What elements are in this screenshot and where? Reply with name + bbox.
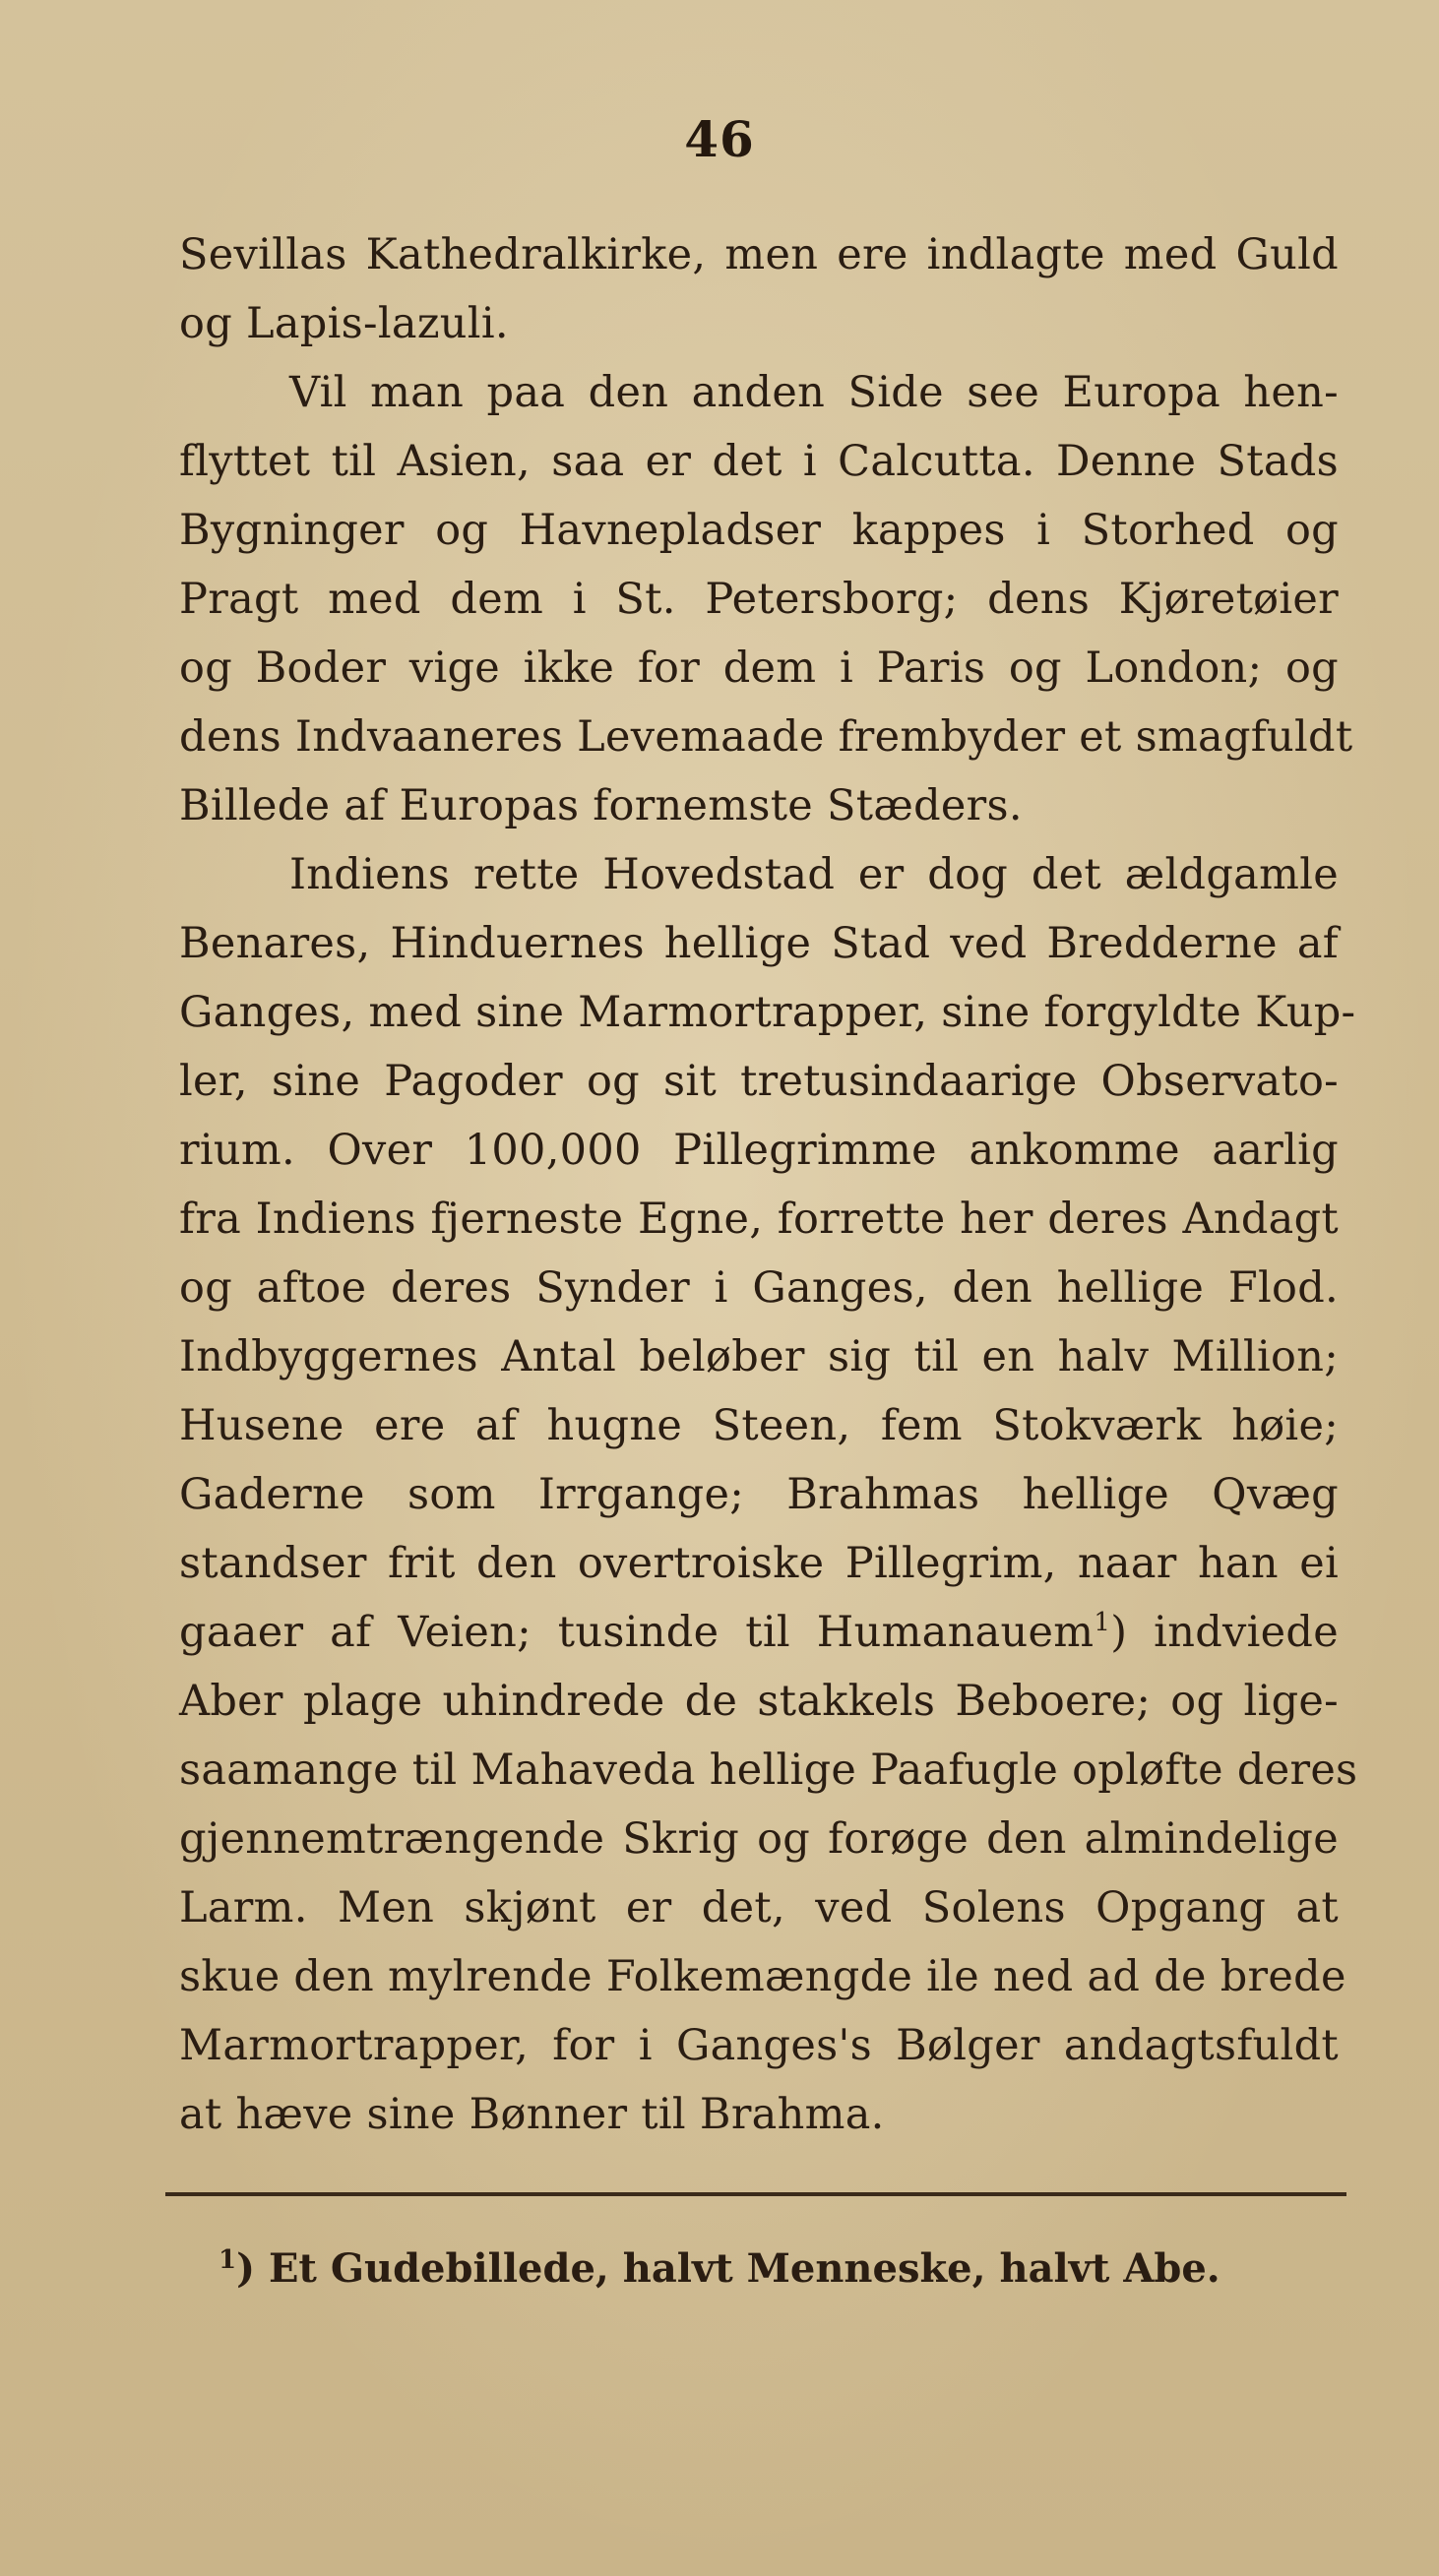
- text-line: [179, 1736, 1358, 1805]
- text-line: [179, 1873, 1339, 1942]
- text-line-content: Indbyggernes Antal beløber sig til en halv Million;: [179, 1332, 1339, 1381]
- text-line: [179, 1460, 1339, 1529]
- text-line: [179, 496, 1339, 565]
- text-line-content: Gaderne som Irrgange; Brahmas hellige Qvæg: [179, 1470, 1339, 1519]
- text-line: [179, 703, 1353, 771]
- text-line: [179, 2011, 1339, 2080]
- text-line: [179, 634, 1339, 703]
- footnote: [219, 2241, 1220, 2297]
- text-line-content: saamange til Mahaveda hellige Paafugle opløfte deres: [179, 1746, 1358, 1795]
- text-line: [179, 1805, 1339, 1873]
- text-line-content: Bygninger og Havnepladser kappes i Storhed og: [179, 506, 1339, 555]
- text-line-content: og Lapis-lazuli.: [179, 299, 509, 348]
- text-line-content: Vil man paa den anden Side see Europa hen-: [289, 368, 1339, 417]
- text-line: [179, 565, 1339, 634]
- page-number: 46: [684, 110, 755, 168]
- text-line-content: at hæve sine Bønner til Brahma.: [179, 2090, 885, 2139]
- text-line-content: Larm. Men skjønt er det, ved Solens Opgang at: [179, 1883, 1339, 1932]
- text-line-content: Pragt med dem i St. Petersborg; dens Kjøretøier: [179, 575, 1339, 624]
- text-line: [179, 1942, 1346, 2011]
- text-line-content: Benares, Hinduernes hellige Stad ved Bredderne af: [179, 919, 1339, 968]
- text-line: [179, 1254, 1339, 1322]
- text-line: [179, 1322, 1339, 1391]
- footnote-marker: 1: [219, 2245, 237, 2275]
- text-line-content: dens Indvaaneres Levemaade frembyder et smagfuldt: [179, 712, 1353, 762]
- text-line-content: Ganges, med sine Marmortrapper, sine forgyldte Kup-: [179, 988, 1356, 1037]
- text-line-content: rium. Over 100,000 Pillegrimme ankomme aarlig: [179, 1126, 1339, 1175]
- text-line: [179, 840, 1339, 909]
- text-line-content: Sevillas Kathedralkirke, men ere indlagte med Guld: [179, 230, 1339, 279]
- text-line: [179, 1116, 1339, 1185]
- text-line: [179, 427, 1339, 496]
- text-line: [179, 1667, 1339, 1736]
- text-line: [179, 1185, 1339, 1254]
- text-line-content: Billede af Europas fornemste Stæders.: [179, 781, 1023, 830]
- text-line-content: fra Indiens fjerneste Egne, forrette her deres Andagt: [179, 1195, 1339, 1244]
- text-line-content: Marmortrapper, for i Ganges's Bølger andagtsfuldt: [179, 2021, 1339, 2070]
- text-line-content: Husene ere af hugne Steen, fem Stokværk høie;: [179, 1401, 1339, 1450]
- text-line: [179, 358, 1339, 427]
- footnote-separator: [165, 2192, 1346, 2196]
- text-line: [179, 1047, 1339, 1116]
- text-line-content: og Boder vige ikke for dem i Paris og London; og: [179, 644, 1339, 693]
- text-line: [179, 289, 1339, 358]
- text-line: [179, 978, 1356, 1047]
- text-line: [179, 1391, 1339, 1460]
- text-line: [179, 2080, 1339, 2149]
- body-text: [179, 220, 1358, 2149]
- text-line: [179, 1529, 1339, 1598]
- text-line: [179, 1598, 1339, 1667]
- footnote-reference: 1: [1094, 1608, 1111, 1637]
- text-line-content: ler, sine Pagoder og sit tretusindaarige Observato-: [179, 1057, 1339, 1106]
- footnote-text: ) Et Gudebillede, halvt Menneske, halvt Abe.: [236, 2245, 1220, 2292]
- text-line-content: Indiens rette Hovedstad er dog det ældgamle: [289, 850, 1339, 899]
- text-line-content: gaaer af Veien; tusinde til Humanauem: [179, 1608, 1095, 1657]
- text-line: [179, 909, 1339, 978]
- text-line-content: flyttet til Asien, saa er det i Calcutta. Denne Stads: [179, 437, 1339, 486]
- text-line-content: Aber plage uhindrede de stakkels Beboere; og lige-: [179, 1677, 1339, 1726]
- text-line-content: gjennemtrængende Skrig og forøge den almindelige: [179, 1814, 1339, 1864]
- text-line-continuation: ) indviede: [1110, 1608, 1339, 1657]
- text-line: [179, 771, 1339, 840]
- text-line-content: standser frit den overtroiske Pillegrim, naar han ei: [179, 1539, 1339, 1588]
- text-line-content: skue den mylrende Folkemængde ile ned ad de brede: [179, 1952, 1346, 2001]
- text-line: [179, 220, 1339, 289]
- text-line-content: og aftoe deres Synder i Ganges, den hellige Flod.: [179, 1263, 1339, 1313]
